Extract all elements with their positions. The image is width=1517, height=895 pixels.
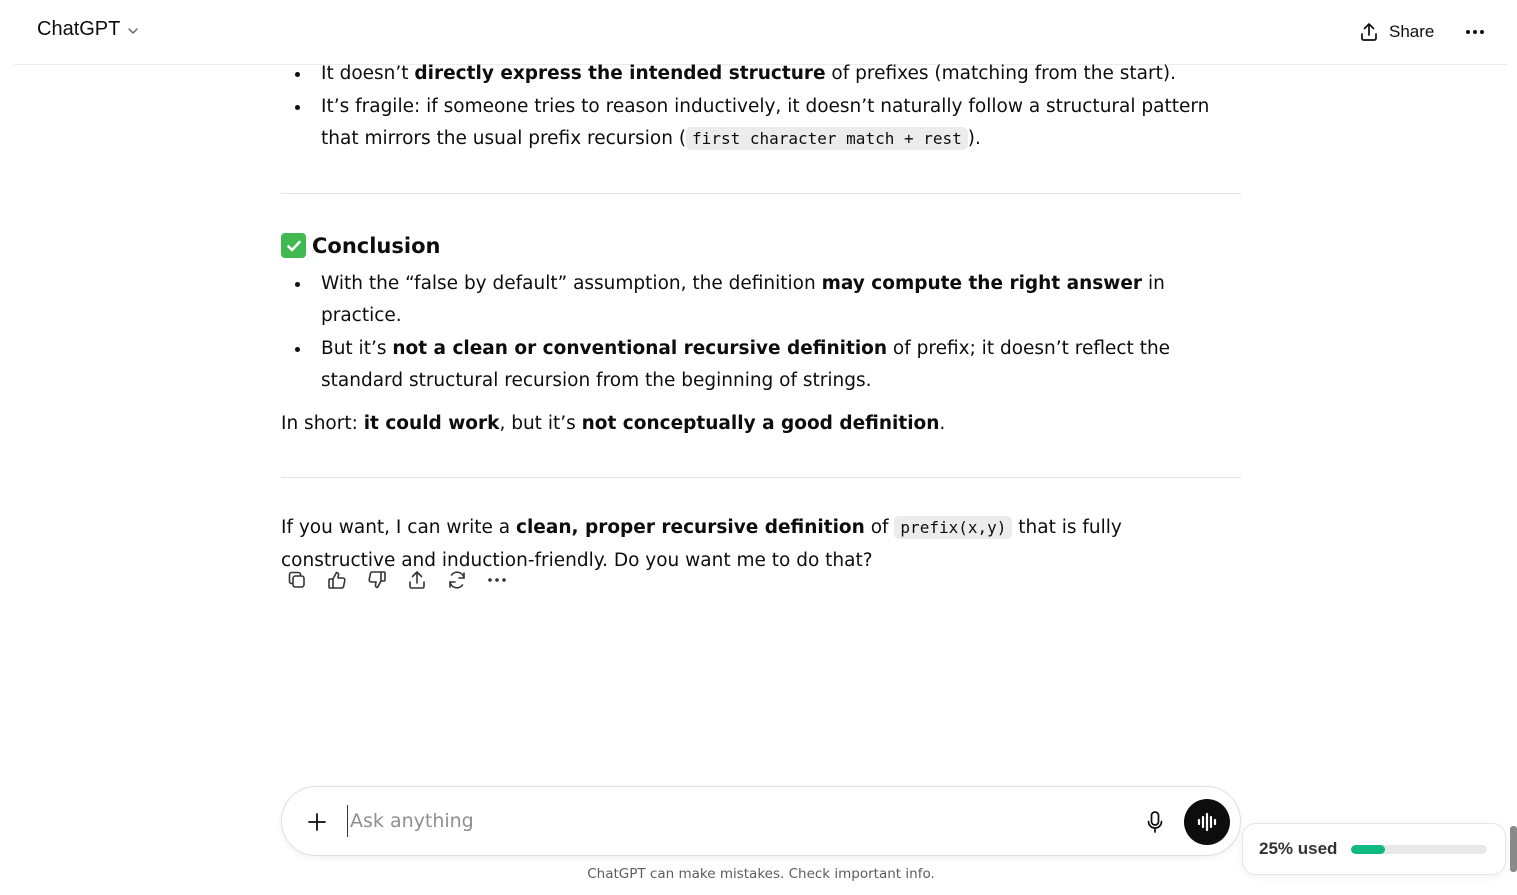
copy-button[interactable]: [281, 566, 313, 594]
composer: [281, 786, 1241, 856]
copy-icon: [286, 569, 308, 591]
model-switcher[interactable]: [37, 18, 140, 41]
heading-text: Conclusion: [312, 233, 441, 258]
text: In short:: [281, 412, 364, 434]
list-item: [281, 333, 1241, 398]
voice-waveform-icon: [1196, 812, 1218, 832]
text: that is fully constructive and induction-friendly. Do you want me to do that?: [281, 517, 1122, 571]
summary-paragraph: [281, 408, 1241, 441]
text: .: [939, 412, 946, 434]
usage-progress-fill: [1351, 845, 1385, 854]
more-options-button[interactable]: [1462, 20, 1488, 44]
regenerate-icon: [446, 569, 468, 591]
voice-mode-button[interactable]: [1184, 799, 1230, 845]
divider: [281, 193, 1241, 194]
prompt-input[interactable]: [347, 805, 1117, 837]
usage-indicator[interactable]: [1242, 823, 1506, 875]
ellipsis-icon: [1465, 29, 1485, 35]
text: It’s fragile: if someone tries to reason inductively, it doesn’t naturally follow a structural pattern that mirrors the usual prefix recursion (: [321, 95, 1210, 149]
text: With the “false by default” assumption, the definition: [321, 272, 822, 294]
list-item: [281, 91, 1241, 156]
text: of prefixes (matching from the start).: [825, 63, 1176, 84]
bold-text: may compute the right answer: [821, 272, 1143, 294]
more-actions-button[interactable]: [481, 566, 513, 594]
check-mark-icon: [281, 233, 306, 258]
inline-code: prefix(x,y): [894, 516, 1012, 539]
more-icon: [487, 577, 507, 583]
message-actions: [281, 566, 513, 594]
dictate-button[interactable]: [1142, 809, 1168, 835]
bold-text: it could work: [363, 412, 500, 434]
chevron-down-icon: [126, 24, 140, 38]
text: , but it’s: [499, 412, 582, 434]
share-label: Share: [1389, 22, 1435, 41]
microphone-icon: [1144, 810, 1166, 834]
inline-code: first character match + rest: [686, 127, 968, 150]
disclaimer-text: ChatGPT can make mistakes. Check important info.: [587, 866, 935, 882]
divider: [281, 477, 1241, 478]
bold-text: not conceptually a good definition: [581, 412, 940, 434]
text: If you want, I can write a: [281, 517, 516, 538]
usage-label: 25% used: [1259, 839, 1338, 858]
text: in practice.: [321, 272, 1165, 326]
text: But it’s: [321, 337, 393, 359]
bad-response-button[interactable]: [361, 566, 393, 594]
regenerate-button[interactable]: [441, 566, 473, 594]
bold-text: clean, proper recursive definition: [516, 517, 865, 538]
section-heading: [281, 231, 1241, 261]
text: of: [864, 517, 895, 538]
share-icon: [1358, 21, 1380, 43]
bullet-list-top: [281, 58, 1241, 156]
attach-button[interactable]: [304, 809, 330, 835]
text: ).: [967, 128, 981, 149]
bullet-list-conclusion: [281, 268, 1241, 398]
scrollbar-thumb[interactable]: [1510, 826, 1517, 872]
plus-icon: [306, 811, 328, 833]
text: It doesn’t: [321, 63, 415, 84]
text: of prefix; it doesn’t reflect the standard structural recursion from the beginning of strings.: [321, 337, 1171, 391]
bold-text: not a clean or conventional recursive definition: [392, 337, 888, 359]
bold-text: directly express the intended structure: [414, 63, 826, 84]
app-title: ChatGPT: [37, 18, 121, 40]
top-bar: [0, 0, 1517, 64]
thumbs-down-icon: [366, 569, 388, 591]
share-button[interactable]: [1358, 17, 1434, 47]
assistant-message: [281, 58, 1241, 577]
good-response-button[interactable]: [321, 566, 353, 594]
list-item: [281, 58, 1241, 91]
thumbs-up-icon: [326, 569, 348, 591]
usage-progress-track: [1351, 845, 1487, 854]
share-icon: [406, 569, 428, 591]
list-item: [281, 268, 1241, 333]
share-message-button[interactable]: [401, 566, 433, 594]
